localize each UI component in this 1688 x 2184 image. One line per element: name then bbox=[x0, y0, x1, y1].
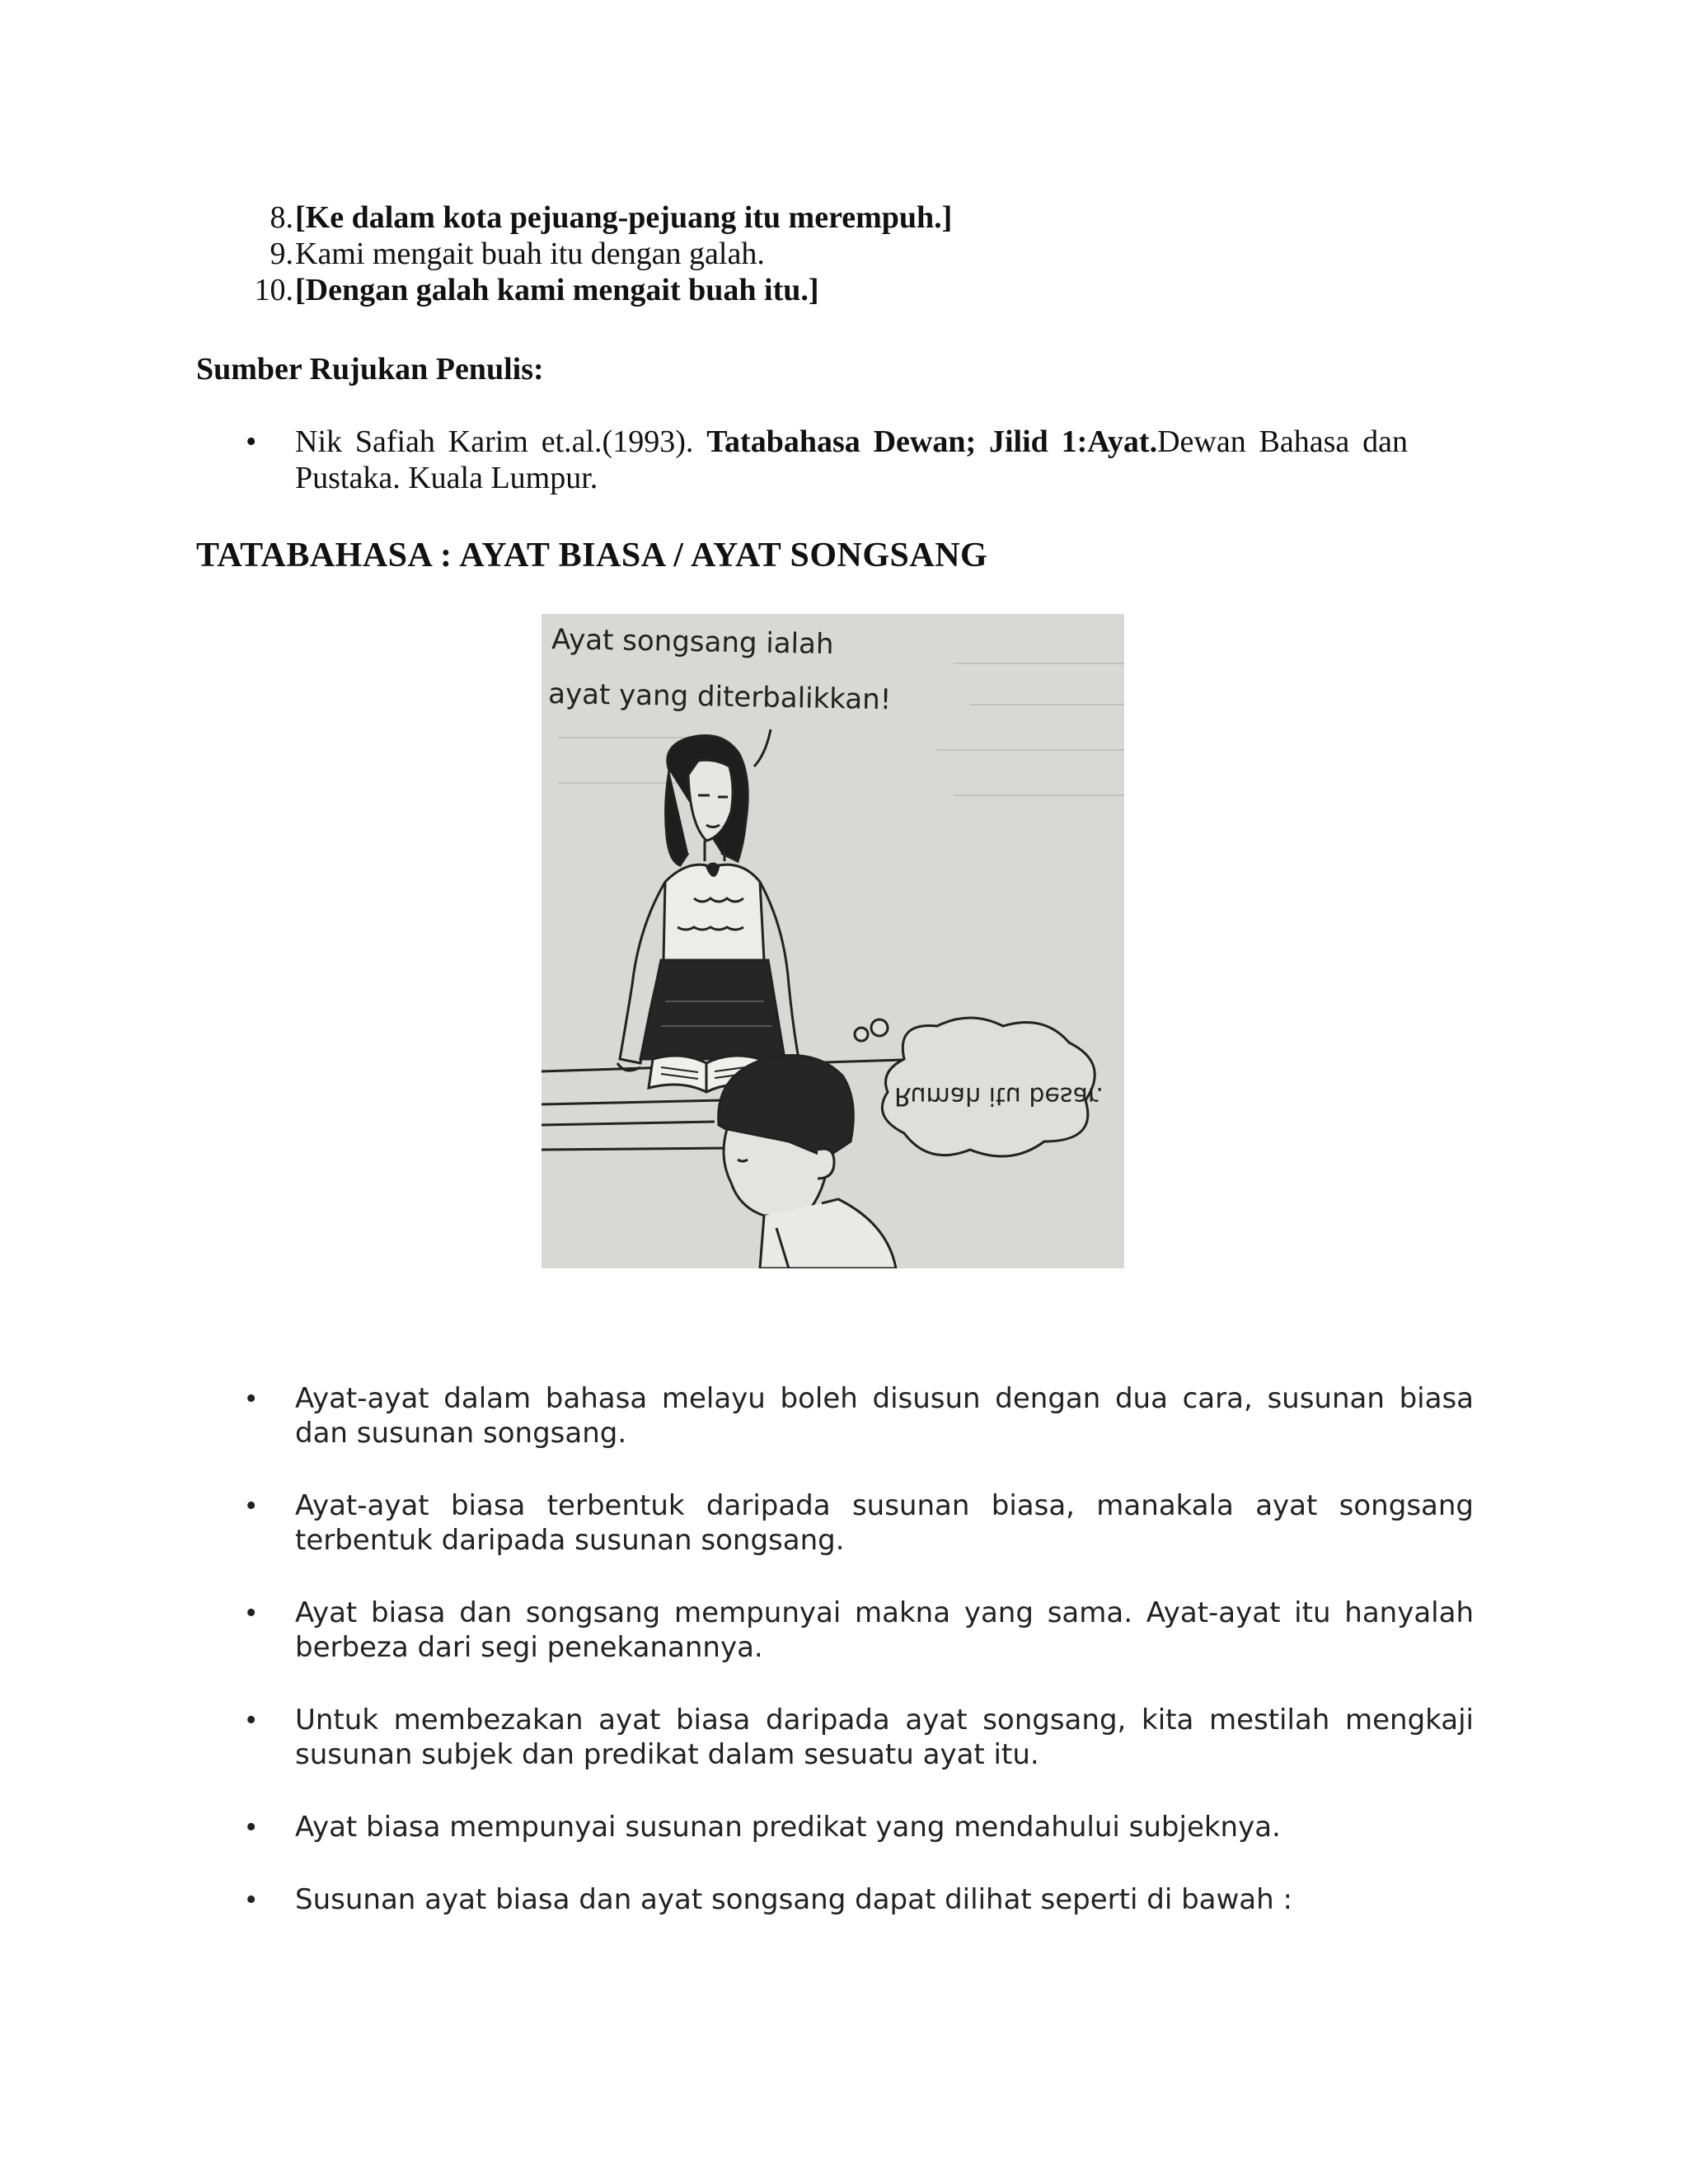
bullet-icon: • bbox=[246, 1381, 257, 1416]
reference-book-title: Tatabahasa Dewan; Jilid 1:Ayat. bbox=[706, 424, 1158, 459]
thought-text: Rumah itu besar. bbox=[894, 1081, 1104, 1110]
bullet-icon: • bbox=[246, 1882, 257, 1917]
reference-publisher: Dewan Bahasa dan Pustaka. Kuala Lumpur. bbox=[295, 424, 1409, 495]
bullet-item bbox=[246, 1488, 1474, 1558]
item-text: Kami mengait buah itu dengan galah. bbox=[295, 237, 765, 271]
reference-author: Nik Safiah Karim et.al.(1993). bbox=[295, 424, 707, 459]
section-title: TATABAHASA : AYAT BIASA / AYAT SONGSANG bbox=[196, 537, 988, 574]
bullet-text: Ayat biasa dan songsang mempunyai makna yang sama. Ayat-ayat itu hanyalah berbeza dari segi penekanannya. bbox=[295, 1596, 1474, 1664]
item-number: 9. bbox=[270, 237, 293, 271]
bullet-icon: • bbox=[246, 1596, 257, 1630]
bullet-item bbox=[246, 1381, 1474, 1451]
reference-label: Sumber Rujukan Penulis: bbox=[196, 352, 544, 387]
bullet-text: Susunan ayat biasa dan ayat songsang dapat dilihat seperti di bawah : bbox=[295, 1883, 1292, 1916]
bullet-icon: • bbox=[246, 1488, 257, 1523]
bullet-text: Ayat biasa mempunyai susunan predikat yang mendahului subjeknya. bbox=[295, 1811, 1281, 1844]
item-number: 10. bbox=[254, 273, 293, 307]
bullet-item bbox=[246, 1882, 1474, 1917]
item-number: 8. bbox=[270, 200, 293, 235]
bullet-item bbox=[246, 1703, 1474, 1772]
reference-text bbox=[295, 424, 1408, 496]
bullet-text: Ayat-ayat dalam bahasa melayu boleh disusun dengan dua cara, susunan biasa dan susunan songsang. bbox=[295, 1382, 1474, 1450]
bullet-icon: • bbox=[246, 1810, 257, 1844]
speech-line-2: ayat yang diterbalikkan! bbox=[547, 677, 892, 717]
bullet-text: Untuk membezakan ayat biasa daripada ayat songsang, kita mestilah mengkaji susunan subjek dan predikat dalam sesuatu ayat itu. bbox=[295, 1704, 1474, 1771]
item-text: [Dengan galah kami mengait buah itu.] bbox=[295, 273, 819, 307]
bullet-item bbox=[246, 1810, 1474, 1844]
bullet-item bbox=[246, 1596, 1474, 1665]
bullet-text: Ayat-ayat biasa terbentuk daripada susunan biasa, manakala ayat songsang terbentuk daripada susunan songsang. bbox=[295, 1489, 1474, 1557]
bullet-icon: • bbox=[246, 1703, 257, 1737]
bullet-icon: • bbox=[246, 424, 257, 459]
speech-line-1: Ayat songsang ialah bbox=[551, 623, 834, 661]
teacher-student-illustration bbox=[542, 614, 1124, 1268]
item-text: [Ke dalam kota pejuang-pejuang itu merempuh.] bbox=[295, 200, 953, 235]
reference-entry bbox=[246, 424, 1408, 496]
